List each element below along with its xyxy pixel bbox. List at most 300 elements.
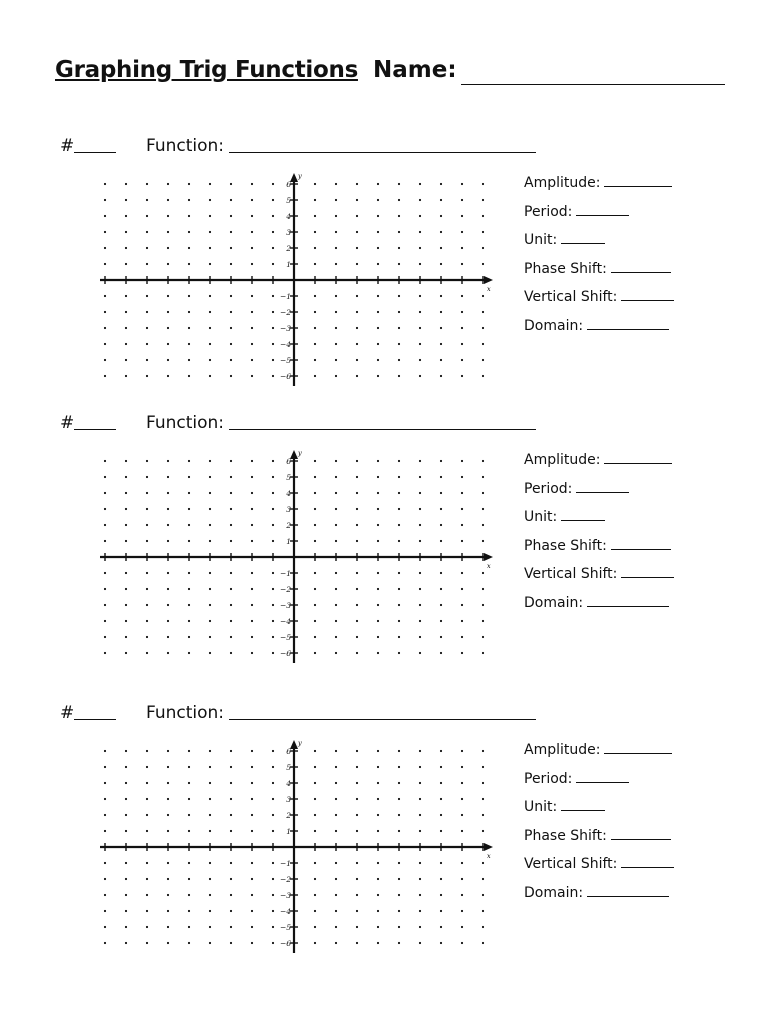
grid-dot <box>356 375 358 377</box>
grid-dot <box>398 199 400 201</box>
grid-dot <box>146 798 148 800</box>
grid-dot <box>209 183 211 185</box>
x-axis-arrow-icon <box>484 553 493 561</box>
grid-dot <box>272 215 274 217</box>
property-answer-field[interactable] <box>587 594 669 607</box>
grid-dot <box>356 878 358 880</box>
grid-dot <box>167 942 169 944</box>
grid-dot <box>146 199 148 201</box>
grid-dot <box>335 295 337 297</box>
grid-dot <box>377 894 379 896</box>
grid-dot <box>335 231 337 233</box>
grid-dot <box>461 604 463 606</box>
grid-dot <box>104 782 106 784</box>
grid-dot <box>314 343 316 345</box>
grid-dot <box>209 199 211 201</box>
grid-dot <box>482 540 484 542</box>
grid-dot <box>188 862 190 864</box>
grid-dot <box>125 215 127 217</box>
grid-dot <box>461 476 463 478</box>
grid-dot <box>104 798 106 800</box>
grid-dot <box>377 862 379 864</box>
grid-dot <box>461 814 463 816</box>
grid-dot <box>251 359 253 361</box>
grid-dot <box>440 540 442 542</box>
grid-dot <box>230 798 232 800</box>
grid-dot <box>209 572 211 574</box>
grid-dot <box>104 524 106 526</box>
grid-dot <box>419 814 421 816</box>
grid-dot <box>188 183 190 185</box>
grid-dot <box>230 199 232 201</box>
property-label: Phase Shift: <box>524 260 607 277</box>
grid-dot <box>419 604 421 606</box>
grid-dot <box>146 311 148 313</box>
grid-dot <box>335 814 337 816</box>
grid-dot <box>356 604 358 606</box>
grid-dot <box>188 830 190 832</box>
grid-dot <box>272 878 274 880</box>
grid-dot <box>209 894 211 896</box>
grid-dot <box>272 782 274 784</box>
grid-dot <box>461 942 463 944</box>
grid-dot <box>167 183 169 185</box>
grid-dot <box>251 247 253 249</box>
grid-dot <box>482 199 484 201</box>
grid-dot <box>377 540 379 542</box>
grid-dot <box>251 199 253 201</box>
property-answer-field[interactable] <box>611 827 671 840</box>
grid-dot <box>272 604 274 606</box>
problem-number-field[interactable] <box>74 719 116 720</box>
grid-dot <box>314 295 316 297</box>
grid-dot <box>398 375 400 377</box>
grid-dot <box>188 620 190 622</box>
grid-dot <box>377 263 379 265</box>
grid-dot <box>146 231 148 233</box>
grid-dot <box>125 540 127 542</box>
grid-dot <box>419 750 421 752</box>
grid-dot <box>398 492 400 494</box>
grid-dot <box>272 926 274 928</box>
grid-dot <box>251 814 253 816</box>
grid-dot <box>314 620 316 622</box>
grid-dot <box>419 359 421 361</box>
grid-dot <box>419 588 421 590</box>
y-tick-label: 1 <box>286 827 291 836</box>
grid-dot <box>125 798 127 800</box>
grid-dot <box>146 263 148 265</box>
grid-dot <box>314 183 316 185</box>
grid-dot <box>461 798 463 800</box>
grid-dot <box>335 247 337 249</box>
grid-dot <box>377 375 379 377</box>
grid-dot <box>104 862 106 864</box>
grid-dot <box>251 910 253 912</box>
grid-dot <box>125 910 127 912</box>
grid-dot <box>251 327 253 329</box>
grid-dot <box>146 492 148 494</box>
grid-dot <box>272 942 274 944</box>
grid-dot <box>482 343 484 345</box>
function-field[interactable] <box>229 719 536 720</box>
grid-dot <box>461 782 463 784</box>
grid-dot <box>167 604 169 606</box>
grid-dot <box>461 215 463 217</box>
y-axis-label: y <box>298 739 302 747</box>
grid-dot <box>125 508 127 510</box>
grid-dot <box>209 588 211 590</box>
property-answer-field[interactable] <box>587 884 669 897</box>
grid-dot <box>314 894 316 896</box>
properties-list <box>524 451 724 623</box>
grid-dot <box>272 492 274 494</box>
function-field[interactable] <box>229 429 536 430</box>
grid-dot <box>461 311 463 313</box>
property-row <box>524 260 724 289</box>
grid-dot <box>251 830 253 832</box>
grid-dot <box>209 295 211 297</box>
grid-dot <box>356 862 358 864</box>
grid-dot <box>356 894 358 896</box>
grid-dot <box>167 636 169 638</box>
grid-dot <box>146 636 148 638</box>
property-row <box>524 798 724 827</box>
grid-dot <box>482 814 484 816</box>
grid-dot <box>230 492 232 494</box>
property-label: Domain: <box>524 594 584 611</box>
grid-dot <box>251 460 253 462</box>
grid-dot <box>482 476 484 478</box>
grid-dot <box>188 247 190 249</box>
grid-dot <box>356 620 358 622</box>
grid-dot <box>419 183 421 185</box>
grid-dot <box>377 636 379 638</box>
grid-dot <box>146 183 148 185</box>
grid-dot <box>209 878 211 880</box>
grid-dot <box>377 910 379 912</box>
grid-dot <box>419 620 421 622</box>
grid-dot <box>230 620 232 622</box>
grid-dot <box>314 311 316 313</box>
property-answer-field[interactable] <box>604 451 672 464</box>
grid-dot <box>209 375 211 377</box>
grid-dot <box>167 476 169 478</box>
property-answer-field[interactable] <box>604 741 672 754</box>
grid-dot <box>440 524 442 526</box>
grid-dot <box>125 492 127 494</box>
grid-dot <box>482 572 484 574</box>
property-answer-field[interactable] <box>621 855 674 868</box>
grid-dot <box>335 798 337 800</box>
grid-dot <box>251 540 253 542</box>
grid-dot <box>419 910 421 912</box>
grid-dot <box>398 231 400 233</box>
grid-dot <box>482 830 484 832</box>
grid-dot <box>398 540 400 542</box>
coordinate-grid[interactable] <box>90 441 510 691</box>
grid-dot <box>230 636 232 638</box>
grid-dot <box>419 460 421 462</box>
property-label: Vertical Shift: <box>524 856 618 873</box>
grid-dot <box>251 782 253 784</box>
property-answer-field[interactable] <box>561 231 605 244</box>
grid-dot <box>419 652 421 654</box>
grid-dot <box>272 375 274 377</box>
grid-dot <box>440 375 442 377</box>
grid-dot <box>125 588 127 590</box>
grid-dot <box>356 636 358 638</box>
grid-dot <box>272 247 274 249</box>
grid-dot <box>419 782 421 784</box>
grid-dot <box>356 782 358 784</box>
grid-dot <box>377 508 379 510</box>
grid-dot <box>167 782 169 784</box>
grid-dot <box>146 572 148 574</box>
grid-dot <box>188 878 190 880</box>
grid-dot <box>482 375 484 377</box>
grid-dot <box>356 942 358 944</box>
grid-dot <box>440 327 442 329</box>
grid-dot <box>188 766 190 768</box>
grid-dot <box>188 910 190 912</box>
grid-dot <box>440 814 442 816</box>
grid-dot <box>230 782 232 784</box>
grid-dot <box>125 199 127 201</box>
grid-dot <box>377 620 379 622</box>
y-tick-label: −5 <box>279 923 291 932</box>
grid-dot <box>398 652 400 654</box>
property-answer-field[interactable] <box>576 203 629 216</box>
grid-dot <box>146 830 148 832</box>
grid-dot <box>440 766 442 768</box>
grid-dot <box>230 588 232 590</box>
grid-dot <box>272 476 274 478</box>
property-answer-field[interactable] <box>611 260 671 273</box>
grid-dot <box>146 540 148 542</box>
grid-dot <box>251 375 253 377</box>
grid-dot <box>188 508 190 510</box>
grid-dot <box>314 862 316 864</box>
grid-dot <box>230 343 232 345</box>
grid-dot <box>272 862 274 864</box>
grid-dot <box>398 878 400 880</box>
property-row <box>524 231 724 260</box>
name-field[interactable] <box>461 84 725 85</box>
grid-dot <box>335 183 337 185</box>
grid-dot <box>461 375 463 377</box>
grid-dot <box>398 636 400 638</box>
property-label: Unit: <box>524 799 558 816</box>
grid-dot <box>167 492 169 494</box>
property-answer-field[interactable] <box>587 317 669 330</box>
grid-dot <box>440 830 442 832</box>
y-tick-label: −1 <box>279 569 291 578</box>
grid-dot <box>482 524 484 526</box>
grid-dot <box>104 572 106 574</box>
grid-dot <box>440 620 442 622</box>
grid-dot <box>461 492 463 494</box>
grid-dot <box>356 311 358 313</box>
grid-dot <box>335 263 337 265</box>
y-tick-label: 5 <box>286 196 291 205</box>
grid-dot <box>230 862 232 864</box>
grid-dot <box>419 862 421 864</box>
grid-dot <box>398 926 400 928</box>
grid-dot <box>104 894 106 896</box>
coordinate-grid[interactable] <box>90 731 510 981</box>
grid-dot <box>251 604 253 606</box>
grid-dot <box>125 295 127 297</box>
grid-dot <box>356 750 358 752</box>
grid-dot <box>314 476 316 478</box>
grid-dot <box>125 263 127 265</box>
grid-dot <box>125 766 127 768</box>
grid-dot <box>146 766 148 768</box>
grid-dot <box>419 878 421 880</box>
grid-dot <box>188 604 190 606</box>
grid-dot <box>230 215 232 217</box>
property-row <box>524 565 724 594</box>
problem-number-field[interactable] <box>74 152 116 153</box>
grid-dot <box>272 460 274 462</box>
grid-dot <box>356 588 358 590</box>
grid-dot <box>272 636 274 638</box>
grid-dot <box>377 231 379 233</box>
grid-dot <box>335 620 337 622</box>
grid-dot <box>251 766 253 768</box>
property-answer-field[interactable] <box>576 480 629 493</box>
property-answer-field[interactable] <box>604 174 672 187</box>
coordinate-grid[interactable] <box>90 164 510 414</box>
grid-dot <box>398 830 400 832</box>
grid-dot <box>356 460 358 462</box>
grid-dot <box>461 359 463 361</box>
grid-dot <box>188 263 190 265</box>
problem-number-field[interactable] <box>74 429 116 430</box>
grid-dot <box>356 476 358 478</box>
grid-dot <box>209 231 211 233</box>
property-answer-field[interactable] <box>611 537 671 550</box>
grid-dot <box>209 926 211 928</box>
grid-dot <box>398 862 400 864</box>
grid-dot <box>146 524 148 526</box>
grid-dot <box>461 540 463 542</box>
grid-dot <box>272 524 274 526</box>
property-answer-field[interactable] <box>561 798 605 811</box>
grid-dot <box>314 766 316 768</box>
grid-dot <box>314 926 316 928</box>
property-label: Amplitude: <box>524 742 601 758</box>
grid-dot <box>251 878 253 880</box>
grid-dot <box>209 263 211 265</box>
grid-dot <box>188 359 190 361</box>
y-tick-label: 1 <box>286 537 291 546</box>
function-field[interactable] <box>229 152 536 153</box>
grid-dot <box>251 476 253 478</box>
grid-dot <box>461 231 463 233</box>
grid-dot <box>440 311 442 313</box>
grid-dot <box>419 199 421 201</box>
grid-dot <box>356 814 358 816</box>
grid-dot <box>125 830 127 832</box>
grid-dot <box>272 540 274 542</box>
grid-dot <box>188 199 190 201</box>
grid-dot <box>398 942 400 944</box>
grid-dot <box>209 766 211 768</box>
grid-dot <box>356 652 358 654</box>
grid-dot <box>104 199 106 201</box>
property-answer-field[interactable] <box>621 288 674 301</box>
grid-dot <box>419 830 421 832</box>
y-axis-arrow-icon <box>290 173 298 182</box>
grid-dot <box>146 295 148 297</box>
x-axis-arrow-icon <box>484 843 493 851</box>
grid-dot <box>230 524 232 526</box>
y-tick-label: −6 <box>279 372 291 381</box>
grid-dot <box>335 588 337 590</box>
grid-dot <box>356 540 358 542</box>
grid-dot <box>230 652 232 654</box>
grid-dot <box>188 295 190 297</box>
grid-dot <box>482 311 484 313</box>
grid-dot <box>251 620 253 622</box>
grid-dot <box>230 894 232 896</box>
grid-dot <box>188 231 190 233</box>
property-answer-field[interactable] <box>576 770 629 783</box>
grid-dot <box>146 942 148 944</box>
grid-dot <box>125 652 127 654</box>
grid-dot <box>356 327 358 329</box>
grid-dot <box>461 572 463 574</box>
grid-dot <box>146 327 148 329</box>
grid-dot <box>188 343 190 345</box>
grid-dot <box>251 492 253 494</box>
grid-dot <box>335 199 337 201</box>
grid-dot <box>356 199 358 201</box>
grid-dot <box>440 215 442 217</box>
grid-dot <box>272 327 274 329</box>
grid-dot <box>251 343 253 345</box>
grid-dot <box>398 460 400 462</box>
property-row <box>524 827 724 856</box>
grid-dot <box>167 540 169 542</box>
grid-dot <box>146 375 148 377</box>
grid-dot <box>125 942 127 944</box>
y-tick-label: −6 <box>279 939 291 948</box>
grid-dot <box>209 604 211 606</box>
grid-dot <box>482 604 484 606</box>
grid-dot <box>230 359 232 361</box>
grid-dot <box>461 878 463 880</box>
grid-dot <box>125 604 127 606</box>
property-answer-field[interactable] <box>561 508 605 521</box>
grid-dot <box>167 766 169 768</box>
graph-section <box>0 703 770 973</box>
grid-dot <box>482 247 484 249</box>
y-tick-label: 4 <box>286 489 291 498</box>
grid-dot <box>398 798 400 800</box>
grid-dot <box>272 750 274 752</box>
grid-dot <box>461 620 463 622</box>
grid-dot <box>440 878 442 880</box>
grid-dot <box>314 782 316 784</box>
grid-dot <box>104 359 106 361</box>
property-answer-field[interactable] <box>621 565 674 578</box>
grid-dot <box>335 524 337 526</box>
grid-dot <box>482 327 484 329</box>
grid-dot <box>272 311 274 313</box>
